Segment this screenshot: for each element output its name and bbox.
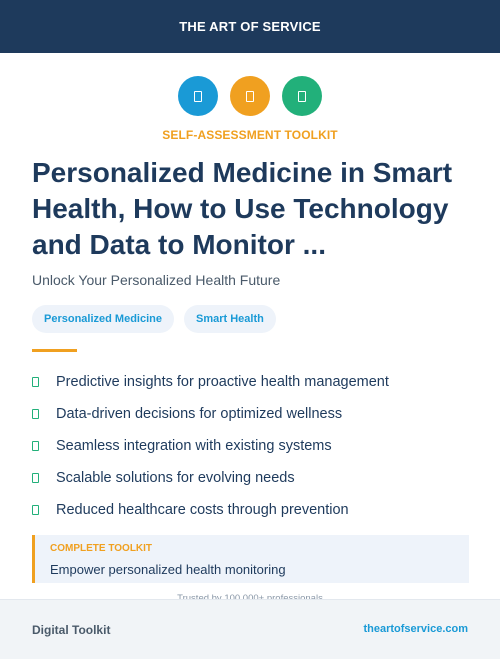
- feature-item: [32, 430, 472, 462]
- feature-item: [32, 398, 472, 430]
- feature-text: Predictive insights for proactive health management: [56, 374, 389, 390]
- document-icon: [178, 76, 218, 116]
- check-icon: [32, 441, 39, 451]
- feature-text: Data-driven decisions for optimized wellness: [56, 406, 343, 422]
- check-icon: [32, 377, 39, 387]
- page-title: Personalized Medicine in Smart Health, How to Use Technology and Data to Monitor ...: [32, 157, 453, 260]
- check-icon: [32, 505, 39, 515]
- check-icon: [32, 409, 39, 419]
- check-icon: [32, 473, 39, 483]
- website-link[interactable]: theartofservice.com: [363, 623, 468, 635]
- document-icon: [282, 76, 322, 116]
- feature-item: [32, 462, 472, 494]
- feature-list: [32, 366, 472, 526]
- tag-list: [32, 305, 276, 333]
- toolkit-callout: [32, 535, 469, 583]
- tag-smart-health: Smart Health: [184, 305, 276, 333]
- document-icon: [230, 76, 270, 116]
- feature-item: [32, 494, 472, 526]
- footer-label: Digital Toolkit: [32, 623, 111, 637]
- accent-divider: [32, 349, 77, 352]
- callout-text: Empower personalized health monitoring: [50, 562, 286, 577]
- footer-bar: [0, 599, 500, 659]
- feature-text: Seamless integration with existing systems: [56, 438, 332, 454]
- feature-text: Scalable solutions for evolving needs: [56, 470, 295, 486]
- subtitle: Unlock Your Personalized Health Future: [32, 272, 281, 288]
- brand-name: THE ART OF SERVICE: [179, 19, 321, 34]
- feature-item: [32, 366, 472, 398]
- icon-row: [0, 76, 500, 116]
- callout-label: COMPLETE TOOLKIT: [50, 543, 153, 554]
- tag-personalized-medicine: Personalized Medicine: [32, 305, 174, 333]
- header-bar: [0, 0, 500, 53]
- feature-text: Reduced healthcare costs through prevention: [56, 502, 349, 518]
- kicker-label: SELF-ASSESSMENT TOOLKIT: [162, 128, 338, 142]
